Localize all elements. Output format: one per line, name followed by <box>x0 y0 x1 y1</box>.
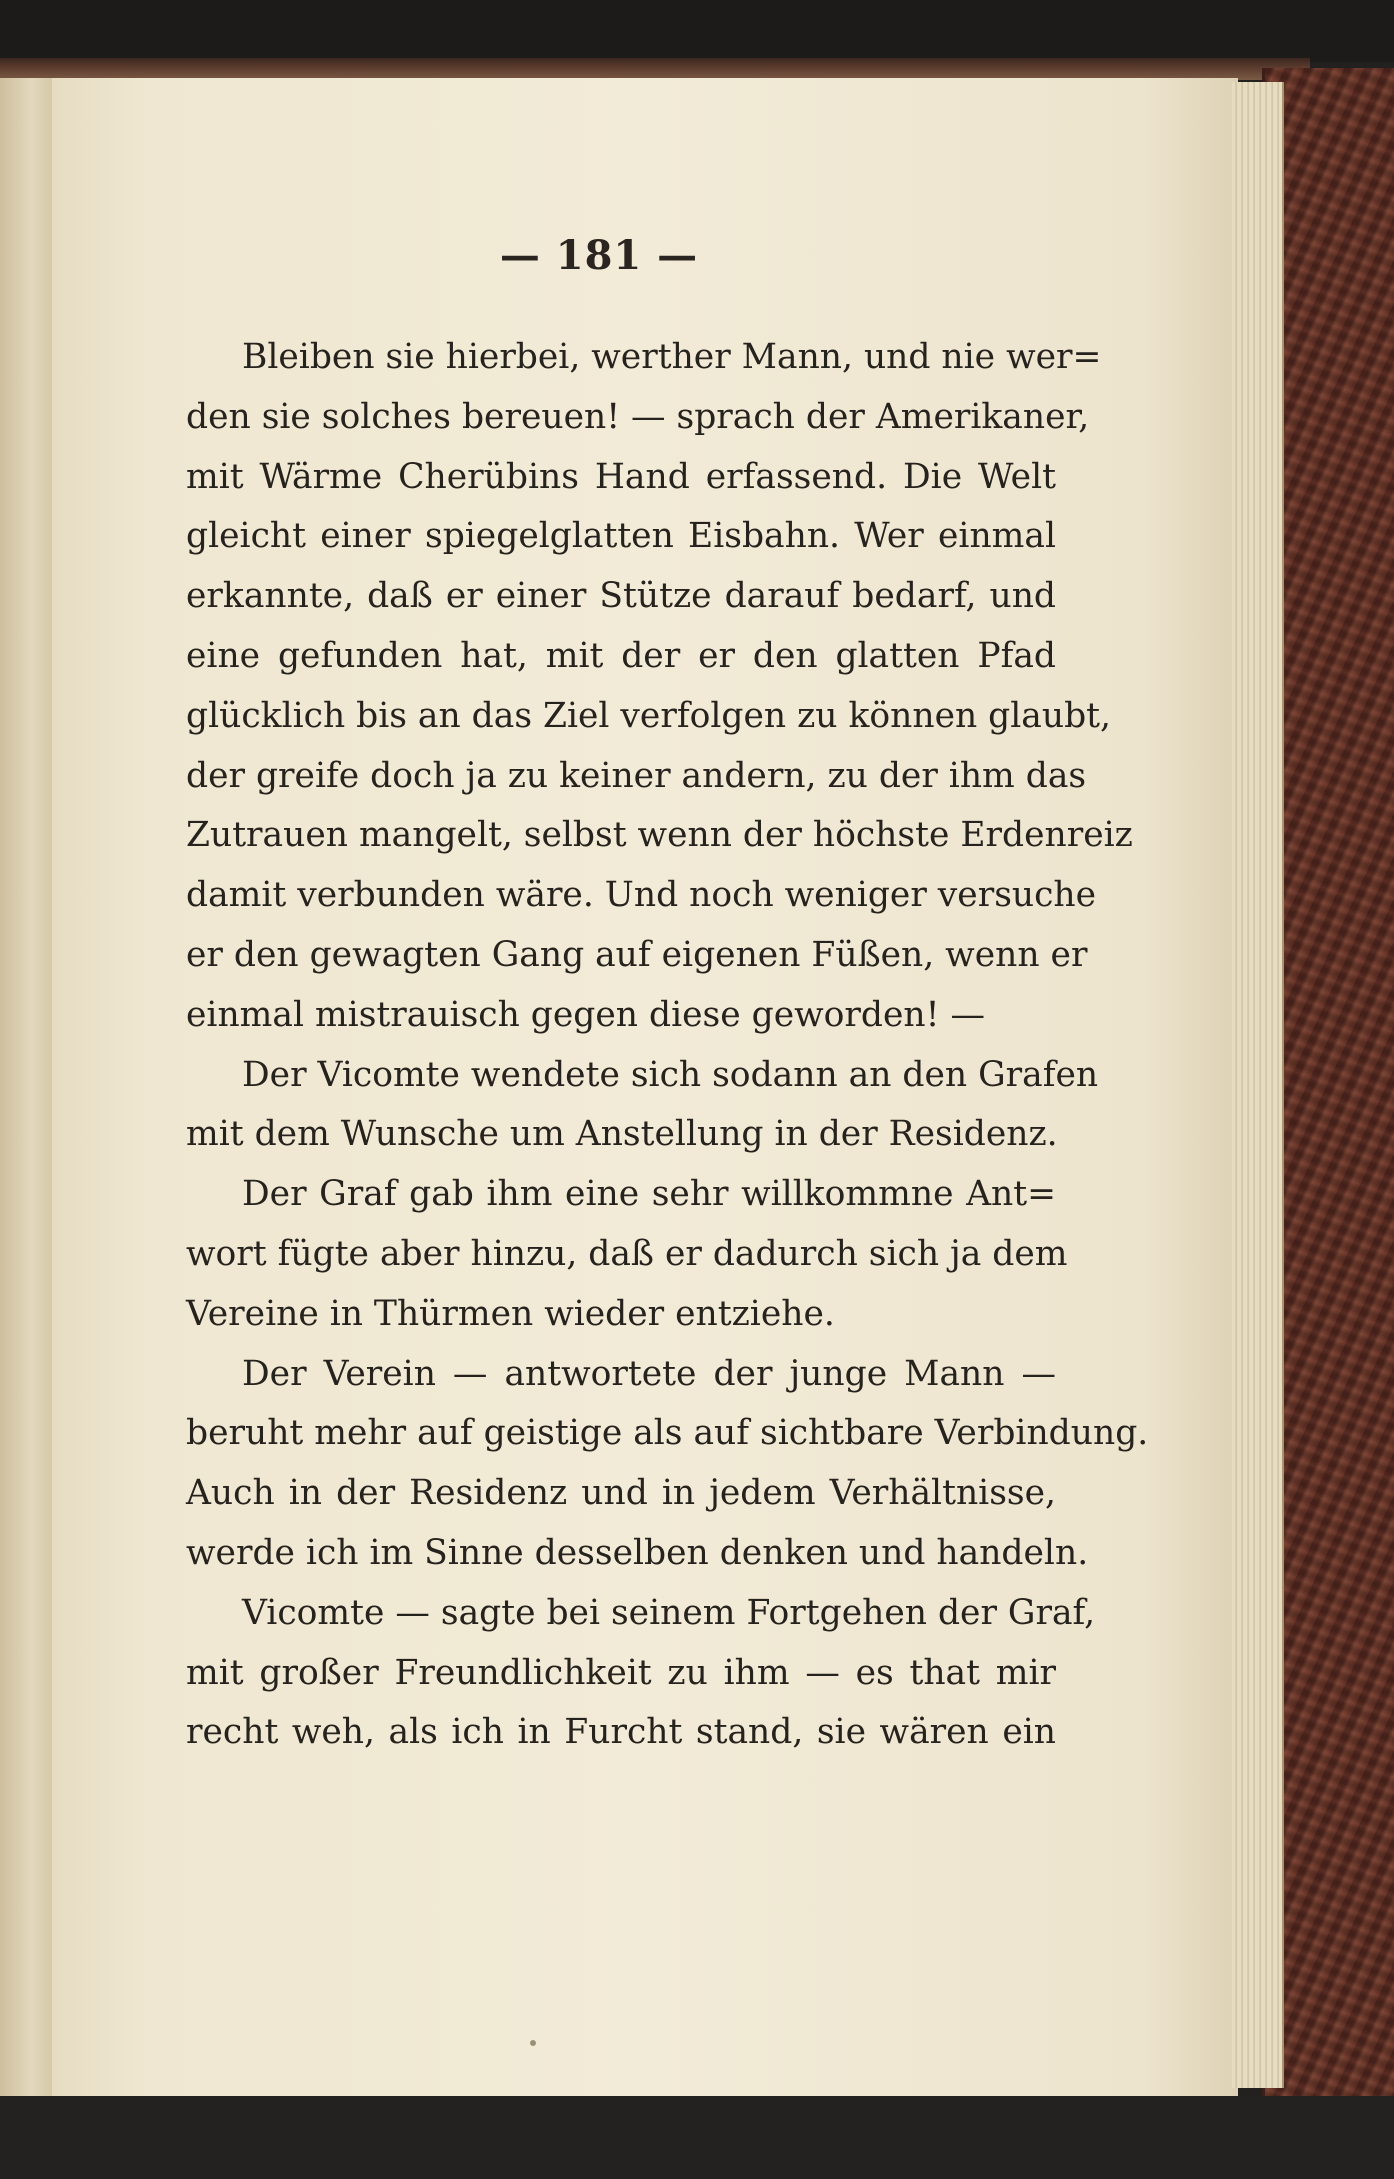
text-line: Vereine in Thürmen wieder entziehe. <box>186 1293 835 1334</box>
text-line: glücklich bis an das Ziel verfolgen zu können glaubt, <box>186 695 1111 736</box>
text-line: recht weh, als ich in Furcht stand, sie wären ein <box>186 1712 1056 1753</box>
text-line: Der Verein — antwortete der junge Mann — <box>242 1353 1056 1394</box>
text-line: den sie solches bereuen! — sprach der Amerikaner, <box>186 396 1090 437</box>
previous-page-edge <box>0 78 54 2098</box>
text-line: Vicomte — sagte bei seinem Fortgehen der Graf, <box>242 1592 1096 1633</box>
text-line: Auch in der Residenz und in jedem Verhältnisse, <box>186 1473 1056 1514</box>
text-line: einmal mistrauisch gegen diese geworden! — <box>186 994 985 1035</box>
text-line: beruht mehr auf geistige als auf sichtbare Verbindung. <box>186 1413 1149 1454</box>
text-line: Der Vicomte wendete sich sodann an den Grafen <box>242 1054 1099 1095</box>
scan-background-bottom <box>0 2096 1394 2179</box>
text-line: eine gefunden hat, mit der er den glatten Pfad <box>186 635 1056 676</box>
text-line: werde ich im Sinne desselben denken und handeln. <box>186 1532 1089 1573</box>
text-line: mit dem Wunsche um Anstellung in der Residenz. <box>186 1114 1058 1155</box>
page-number: — 181 — <box>499 232 699 279</box>
text-line: wort fügte aber hinzu, daß er dadurch sich ja dem <box>186 1233 1068 1274</box>
scan-background-top <box>0 0 1394 62</box>
text-line: er den gewagten Gang auf eigenen Füßen, wenn er <box>186 934 1088 975</box>
page-stack-edges <box>1232 82 1284 2088</box>
text-line: gleicht einer spiegelglatten Eisbahn. Wer einmal <box>186 516 1056 557</box>
text-line: erkannte, daß er einer Stütze darauf bedarf, und <box>186 576 1056 617</box>
book-board-top-edge <box>0 58 1310 80</box>
text-line: der greife doch ja zu keiner andern, zu der ihm das <box>186 755 1087 796</box>
paper-spot <box>530 2040 536 2046</box>
page-body-text <box>186 328 1149 1763</box>
text-line: damit verbunden wäre. Und noch weniger versuche <box>186 875 1097 916</box>
text-line: Zutrauen mangelt, selbst wenn der höchste Erdenreiz <box>186 815 1133 856</box>
text-line: Der Graf gab ihm eine sehr willkommne Ant= <box>242 1174 1056 1215</box>
text-line: Bleiben sie hierbei, werther Mann, und nie wer= <box>242 337 1102 377</box>
text-line: mit Wärme Cherübins Hand erfassend. Die Welt <box>186 456 1056 497</box>
text-line: mit großer Freundlichkeit zu ihm — es that mir <box>186 1652 1056 1693</box>
